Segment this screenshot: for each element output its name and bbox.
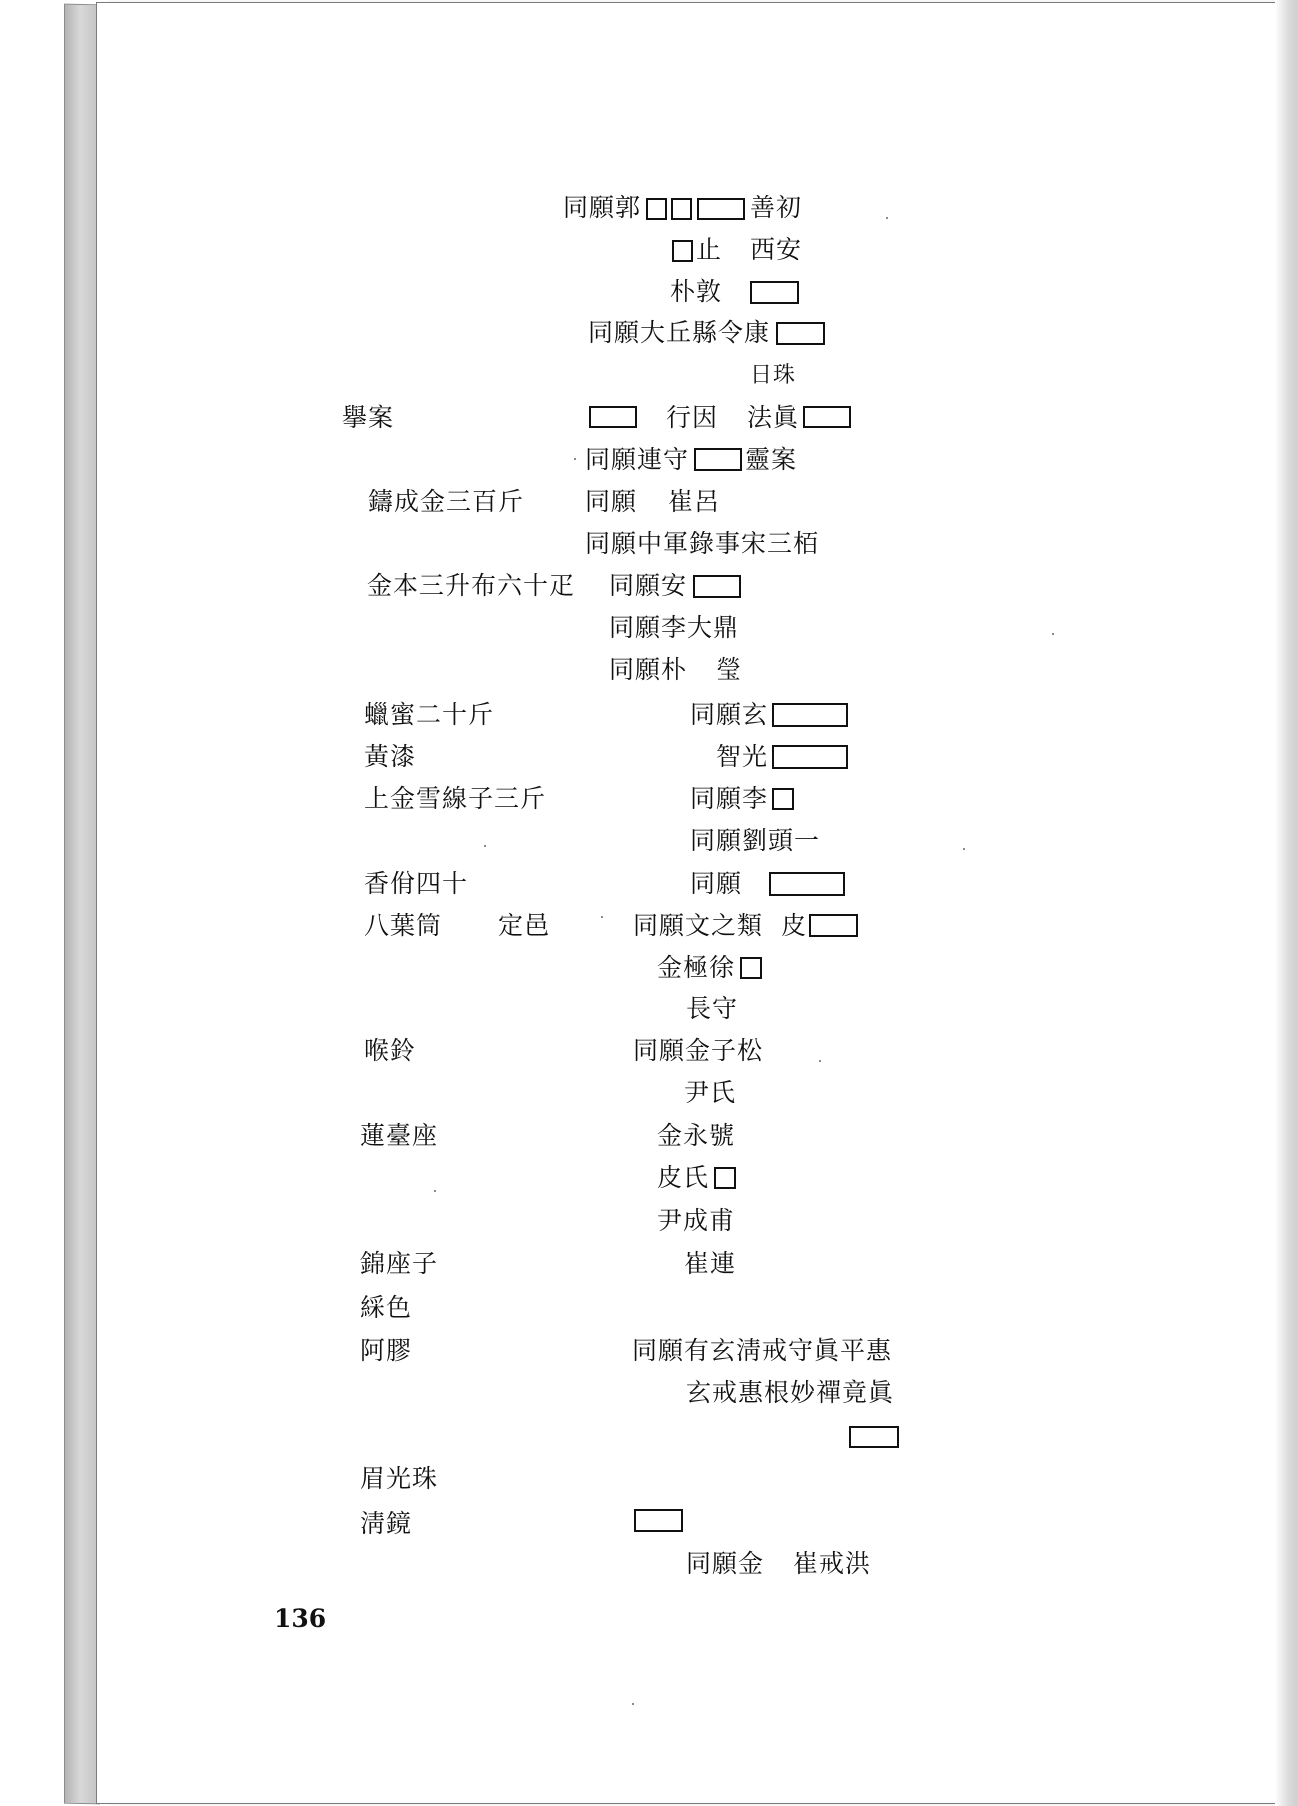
scan-speck <box>819 1060 821 1062</box>
text-line: 崔戒洪 <box>793 1549 872 1578</box>
item-label: 香佾四十 <box>364 869 469 898</box>
item-label: 眉光珠 <box>360 1464 439 1493</box>
text-line: 靈案 <box>745 445 798 474</box>
missing-char-box <box>634 1509 683 1532</box>
item-label: 上金雪線子三斤 <box>364 784 547 813</box>
text-line: 尹氏 <box>684 1078 737 1107</box>
page-number: 136 <box>274 1604 327 1633</box>
missing-char-box <box>672 240 693 262</box>
text-line: 同願中軍錄事宋三栢 <box>585 529 820 558</box>
text-line: 同願金子松 <box>633 1036 764 1065</box>
missing-char-box <box>694 448 742 471</box>
text-line: 善初 <box>750 193 803 222</box>
text-line: 崔連 <box>684 1249 737 1278</box>
text-line: 長守 <box>686 994 739 1023</box>
text-line: 同願劉頭一 <box>690 826 821 855</box>
scan-speck <box>632 1703 634 1705</box>
item-label: 八葉筒 <box>364 911 443 940</box>
text-line: 朴敦 <box>670 277 723 306</box>
text-line: 皮氏 <box>657 1163 710 1192</box>
missing-char-box <box>750 281 799 304</box>
text-line: 尹成甫 <box>657 1206 736 1235</box>
text-line: 止 <box>696 235 723 264</box>
missing-char-box <box>769 872 845 896</box>
missing-char-box <box>776 322 825 345</box>
text-line: 同願安 <box>609 571 688 600</box>
scan-speck <box>1052 633 1054 635</box>
missing-char-box <box>693 575 741 598</box>
page-edge <box>64 4 100 1805</box>
missing-char-box <box>772 703 848 727</box>
missing-char-box <box>714 1167 736 1189</box>
text-line: 同願 <box>690 869 743 898</box>
text-line: 同願李 <box>690 784 769 813</box>
scan-speck <box>963 848 965 850</box>
text-line: 同願郭 <box>563 193 642 222</box>
text-line: 同願連守 <box>585 445 690 474</box>
text-line: 西安 <box>750 235 803 264</box>
text-line: 日珠 <box>750 363 797 388</box>
missing-char-box <box>809 914 858 937</box>
text-line: 同願玄 <box>690 700 769 729</box>
item-label: 喉鈴 <box>364 1036 417 1065</box>
missing-char-box <box>646 198 667 220</box>
text-line: 瑩 <box>716 655 743 684</box>
scan-speck <box>434 1190 436 1192</box>
text-line: 同願 <box>585 487 638 516</box>
item-label: 綵色 <box>360 1293 413 1322</box>
text-line: 同願大丘縣令康 <box>588 318 771 347</box>
scan-speck <box>886 217 888 219</box>
missing-char-box <box>740 957 762 979</box>
item-label: 淸鏡 <box>360 1509 413 1538</box>
missing-char-box <box>772 788 794 810</box>
item-label: 擧案 <box>342 403 395 432</box>
missing-char-box <box>772 745 848 769</box>
text-line: 皮 <box>781 911 808 940</box>
book-page <box>96 2 1280 1804</box>
text-line: 同願金 <box>686 1549 765 1578</box>
scan-speck <box>574 458 576 460</box>
text-line: 金極徐 <box>657 953 736 982</box>
item-label: 黃漆 <box>364 742 417 771</box>
text-line: 同願朴 <box>609 655 688 684</box>
text-line: 同願有玄淸戒守眞平惠 <box>632 1336 893 1365</box>
text-line: 同願李大鼎 <box>609 613 740 642</box>
text-line: 玄戒惠根妙禪竟眞 <box>686 1378 895 1407</box>
item-label: 蠟蜜二十斤 <box>364 700 495 729</box>
scan-speck <box>601 916 603 918</box>
scan-speck <box>484 845 486 847</box>
text-line: 金永號 <box>657 1121 736 1150</box>
text-line: 法眞 <box>747 403 800 432</box>
text-line: 同願文之類 <box>633 911 764 940</box>
item-label: 阿膠 <box>360 1336 413 1365</box>
missing-char-box <box>671 198 692 220</box>
missing-char-box <box>803 406 851 428</box>
text-line: 行因 <box>666 403 719 432</box>
text-line: 智光 <box>716 742 769 771</box>
item-label: 定邑 <box>498 911 551 940</box>
page-shadow <box>1275 0 1297 1806</box>
item-label: 鑄成金三百斤 <box>368 487 525 516</box>
item-label: 金本三升布六十疋 <box>367 571 576 600</box>
text-line: 崔呂 <box>668 487 721 516</box>
missing-char-box <box>589 406 637 428</box>
item-label: 蓮臺座 <box>360 1121 439 1150</box>
item-label: 錦座子 <box>360 1249 439 1278</box>
missing-char-box <box>697 198 745 220</box>
missing-char-box <box>849 1426 899 1448</box>
